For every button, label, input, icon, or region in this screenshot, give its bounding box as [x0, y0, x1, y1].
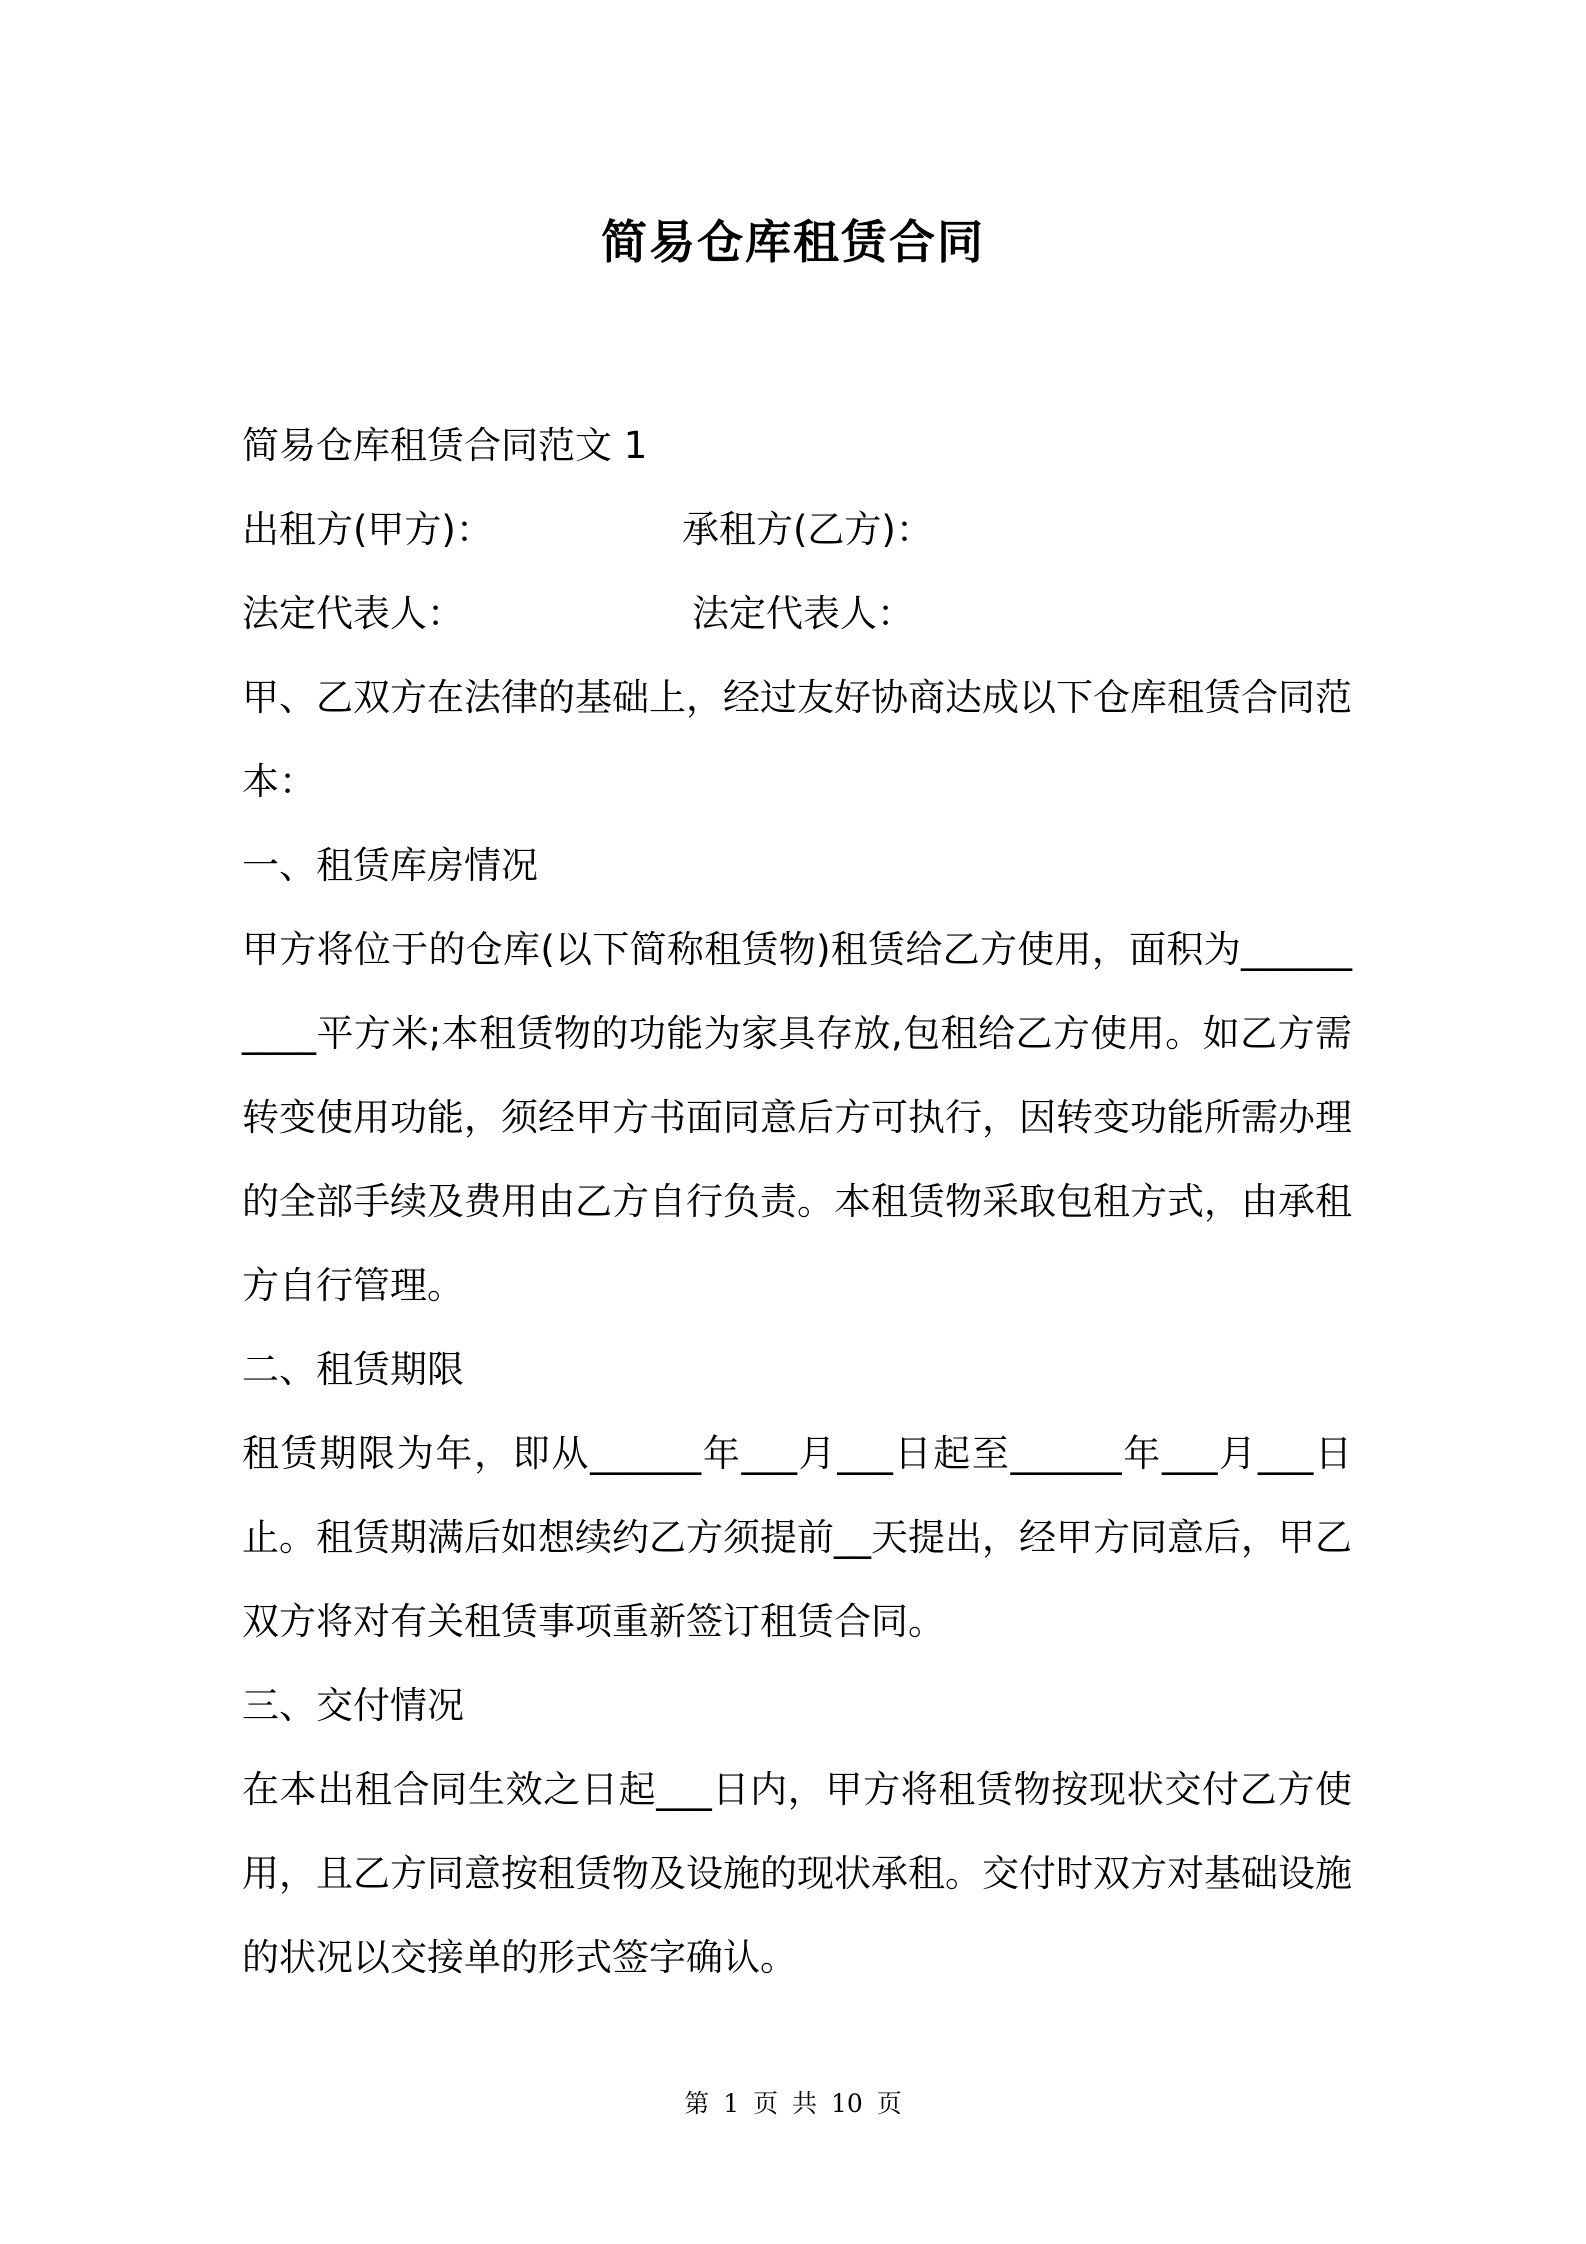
- document-subtitle: 简易仓库租赁合同范文 1: [242, 424, 648, 467]
- lessee-label: 承租方(乙方)：: [682, 508, 933, 551]
- section-2-heading: 二、租赁期限: [242, 1348, 464, 1391]
- page-number-footer: 第 1 页 共 10 页: [684, 2089, 902, 2118]
- representatives-row: [242, 572, 1352, 656]
- document-body: [242, 404, 1352, 2000]
- lessor-representative-label: 法定代表人：: [242, 592, 464, 635]
- lessee-representative-label: 法定代表人：: [692, 592, 914, 635]
- section-2-paragraph: 租赁期限为年，即从______年___月___日起至______年___月___日止。租赁期满后如想续约乙方须提前__天提出，经甲方同意后，甲乙双方将对有关租赁事项重新签订租赁合同。: [242, 1432, 1352, 1643]
- section-1-heading: 一、租赁库房情况: [242, 844, 538, 887]
- section-1-paragraph: 甲方将位于的仓库(以下简称租赁物)租赁给乙方使用，面积为__________平方米;本租赁物的功能为家具存放,包租给乙方使用。如乙方需转变使用功能，须经甲方书面同意后方可执行，因转变功能所需办理的全部手续及费用由乙方自行负责。本租赁物采取包租方式，由承租方自行管理。: [242, 928, 1352, 1307]
- lessor-label: 出租方(甲方)：: [242, 508, 493, 551]
- document-title: 简易仓库租赁合同: [601, 215, 985, 269]
- section-3-heading: 三、交付情况: [242, 1684, 464, 1727]
- parties-row: [242, 488, 1352, 572]
- intro-paragraph: 甲、乙双方在法律的基础上，经过友好协商达成以下仓库租赁合同范本：: [242, 676, 1352, 803]
- section-3-paragraph: 在本出租合同生效之日起___日内，甲方将租赁物按现状交付乙方使用，且乙方同意按租赁物及设施的现状承租。交付时双方对基础设施的状况以交接单的形式签字确认。: [242, 1768, 1352, 1979]
